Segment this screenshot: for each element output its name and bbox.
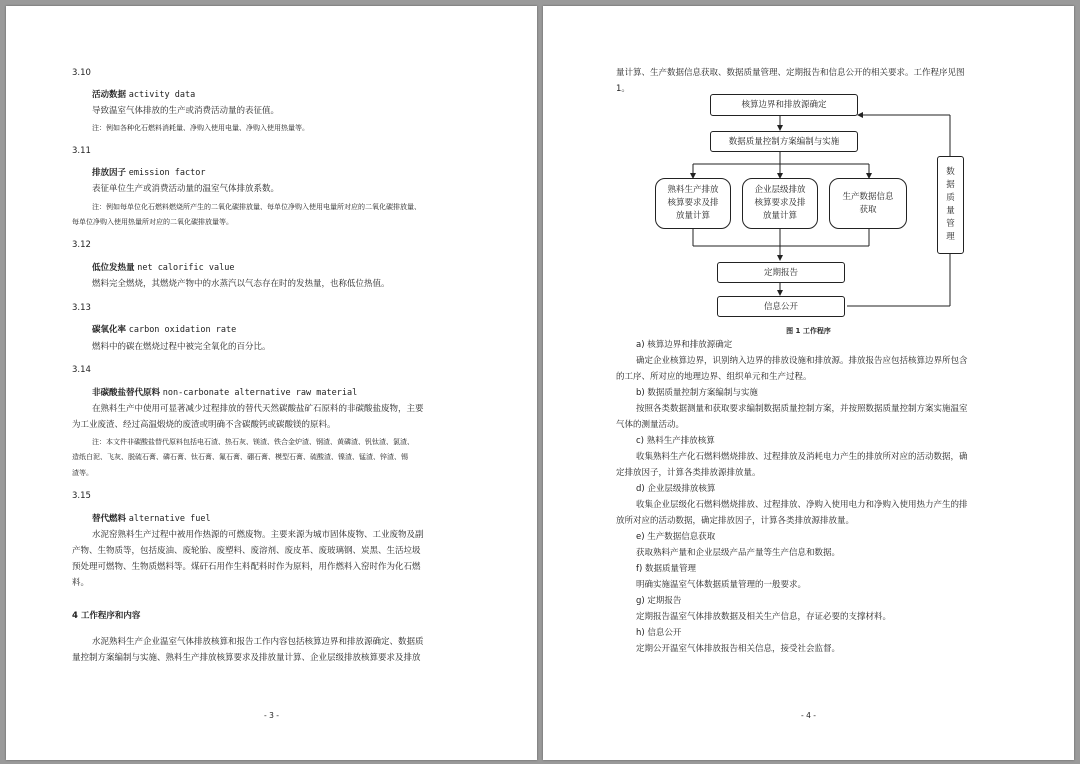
flow-step-clinker-emission: 熟料生产排放 核算要求及排 放量计算	[655, 178, 731, 229]
flow-step-production-data: 生产数据信息 获取	[829, 178, 907, 229]
flow-side-quality-management: 数 据 质 量 管 理	[937, 156, 964, 254]
note: 渣等。	[72, 469, 93, 477]
paragraph: 定期报告温室气体排放数据及相关生产信息，存证必要的支撑材料。	[636, 612, 892, 622]
definition: 燃料中的碳在燃烧过程中被完全氧化的百分比。	[92, 342, 271, 352]
flow-step-periodic-report: 定期报告	[717, 262, 845, 283]
page-4	[543, 6, 1074, 760]
flow-step-boundary: 核算边界和排放源确定	[710, 94, 858, 116]
definition: 在熟料生产中使用可显著减少过程排放的替代天然碳酸盐矿石原料的非碳酸盐废物，主要	[92, 404, 424, 414]
definition: 导致温室气体排放的生产或消费活动量的表征值。	[92, 106, 280, 116]
list-item-heading: g) 定期报告	[636, 596, 682, 606]
term-heading: 替代燃料 alternative fuel	[92, 514, 211, 524]
section-number: 3.15	[72, 491, 91, 501]
paragraph: 1。	[616, 84, 630, 94]
section-number: 3.12	[72, 240, 91, 250]
paragraph: 水泥熟料生产企业温室气体排放核算和报告工作内容包括核算边界和排放源确定、数据质	[92, 637, 424, 647]
list-item-heading: h) 信息公开	[636, 628, 682, 638]
figure-caption: 图 1 工作程序	[786, 327, 831, 335]
paragraph: 量计算、生产数据信息获取、数据质量管理、定期报告和信息公开的相关要求。工作程序见图	[616, 68, 965, 78]
paragraph: 量控制方案编制与实施、熟料生产排放核算要求及排放量计算、企业层级排放核算要求及排放	[72, 653, 421, 663]
paragraph: 收集企业层级化石燃料燃烧排放、过程排放、净购入使用电力和净购入使用热力产生的排	[636, 500, 968, 510]
definition: 预处理可燃物、生物质燃料等。煤矸石用作生料配料时作为原料，用作燃料入窑时作为化石燃	[72, 562, 421, 572]
note: 每单位净购入使用热量所对应的二氧化碳排放量等。	[72, 218, 233, 226]
paragraph: 确定企业核算边界，识别纳入边界的排放设施和排放源。排放报告应包括核算边界所包含	[636, 356, 968, 366]
page-number: - 4 -	[801, 711, 816, 720]
flow-step-enterprise-emission: 企业层级排放 核算要求及排 放量计算	[742, 178, 818, 229]
section-number: 3.13	[72, 303, 91, 313]
list-item-heading: b) 数据质量控制方案编制与实施	[636, 388, 758, 398]
term-heading: 非碳酸盐替代原料 non-carbonate alternative raw material	[92, 388, 358, 398]
term-heading: 碳氧化率 carbon oxidation rate	[92, 325, 237, 335]
definition: 燃料完全燃烧，其燃烧产物中的水蒸汽以气态存在时的发热量，也称低位热值。	[92, 279, 390, 289]
paragraph: 定排放因子，计算各类排放源排放量。	[616, 468, 761, 478]
list-item-heading: d) 企业层级排放核算	[636, 484, 716, 494]
page-3	[6, 6, 537, 760]
list-item-heading: c) 熟料生产排放核算	[636, 436, 715, 446]
paragraph: 收集熟料生产化石燃料燃烧排放、过程排放及消耗电力产生的排放所对应的活动数据，确	[636, 452, 968, 462]
paragraph: 获取熟料产量和企业层级产品产量等生产信息和数据。	[636, 548, 841, 558]
note: 注：本文件非碳酸盐替代原料包括电石渣、热石灰、镁渣、铁合金炉渣、钢渣、黄磷渣、钒钛渣、氯渣、	[92, 438, 414, 446]
note: 注：例如每单位化石燃料燃烧所产生的二氧化碳排放量、每单位净购入使用电量所对应的二氧化碳排放量、	[92, 203, 421, 211]
list-item-heading: a) 核算边界和排放源确定	[636, 340, 733, 350]
term-heading: 活动数据 activity data	[92, 90, 196, 100]
section-number: 3.14	[72, 365, 91, 375]
paragraph: 气体的测量活动。	[616, 420, 685, 430]
paragraph: 按照各类数据测量和获取要求编制数据质量控制方案，并按照数据质量控制方案实施温室	[636, 404, 968, 414]
term-heading: 低位发热量 net calorific value	[92, 263, 235, 273]
paragraph: 放所对应的活动数据，确定排放因子，计算各类排放源排放量。	[616, 516, 855, 526]
section-number: 3.11	[72, 146, 91, 156]
note: 注：例如各种化石燃料消耗量、净购入使用电量、净购入使用热量等。	[92, 124, 309, 132]
paragraph: 的工序、所对应的地理边界、组织单元和生产过程。	[616, 372, 812, 382]
list-item-heading: e) 生产数据信息获取	[636, 532, 716, 542]
definition: 为工业废渣、经过高温煅烧的废渣或明确不含碳酸钙或碳酸镁的原料。	[72, 420, 336, 430]
paragraph: 明确实施温室气体数据质量管理的一般要求。	[636, 580, 807, 590]
flow-step-data-plan: 数据质量控制方案编制与实施	[710, 131, 858, 152]
term-heading: 排放因子 emission factor	[92, 168, 206, 178]
flow-step-disclosure: 信息公开	[717, 296, 845, 317]
definition: 水泥窑熟料生产过程中被用作热源的可燃废物。主要来源为城市固体废物、工业废物及副	[92, 530, 424, 540]
flow-connectors	[543, 6, 1074, 336]
paragraph: 定期公开温室气体排放报告相关信息，接受社会监督。	[636, 644, 841, 654]
definition: 产物、生物质等，包括废油、废轮胎、废塑料、废溶剂、废皮革、废玻璃钢、炭黑、生活垃圾	[72, 546, 421, 556]
list-item-heading: f) 数据质量管理	[636, 564, 697, 574]
definition: 料。	[72, 578, 90, 588]
section-number: 3.10	[72, 68, 91, 78]
note: 造纸白泥、飞灰、脱硫石膏、磷石膏、钛石膏、氟石膏、硼石膏、模型石膏、硫酸渣、镍渣、锰渣、锌渣、锡	[72, 453, 408, 461]
section-heading: 4 工作程序和内容	[72, 611, 141, 621]
page-number: - 3 -	[264, 711, 279, 720]
definition: 表征单位生产或消费活动量的温室气体排放系数。	[92, 184, 280, 194]
